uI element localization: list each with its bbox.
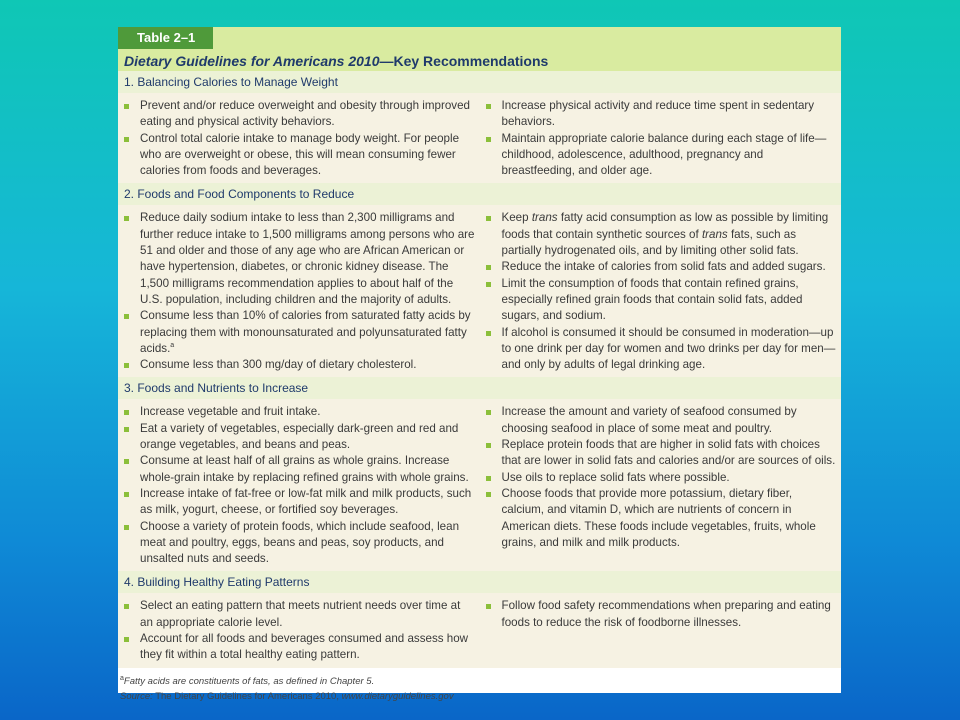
bullet-square-icon [124, 410, 129, 415]
section-body [118, 205, 841, 377]
footnote: $^a$Fatty acids are constituents of fats, as defined in Chapter 5. [120, 674, 375, 687]
section-balancing-calories [118, 71, 841, 183]
section-healthy-eating-patterns [118, 571, 841, 667]
section-heading: 3. Foods and Nutrients to Increase [118, 377, 841, 399]
list-item: Reduce the intake of calories from solid fats and added sugars. [486, 259, 838, 275]
list-item: Replace protein foods that are higher in solid fats with choices that are lower in solid fats and calories and/or are sources of oils. [486, 437, 838, 470]
list-item: Reduce daily sodium intake to less than 2,300 milligrams and further reduce intake to 1,500 milligrams among persons who are 51 and older and those of any age who are African American or have hypertension, diabetes, or chronic kidney disease. The 1,500 milligrams recommendation applies to about half of the U.S. population, including children and the majority of adults. [124, 210, 476, 308]
list-item: Consume at least half of all grains as whole grains. Increase whole-grain intake by replacing refined grains with whole grains. [124, 453, 476, 486]
right-column [480, 404, 842, 567]
right-column [480, 598, 842, 663]
bullet-square-icon [486, 410, 491, 415]
bullet-square-icon [486, 137, 491, 142]
list-item: Increase intake of fat-free or low-fat milk and milk products, such as milk, yogurt, cheese, or fortified soy beverages. [124, 486, 476, 519]
list-item: Follow food safety recommendations when preparing and eating foods to reduce the risk of foodborne illnesses. [486, 598, 838, 631]
bullet-square-icon [124, 137, 129, 142]
left-column [118, 404, 480, 567]
source-url: www.dietaryguidelines.gov [341, 690, 454, 702]
bullet-square-icon [124, 459, 129, 464]
section-body [118, 399, 841, 571]
bullet-square-icon [124, 604, 129, 609]
list-item: Consume less than 300 mg/day of dietary cholesterol. [124, 357, 476, 373]
bullet-square-icon [486, 104, 491, 109]
list-item: Maintain appropriate calorie balance during each stage of life—childhood, adolescence, adulthood, pregnancy and breastfeeding, and older age. [486, 131, 838, 180]
bullet-square-icon [124, 314, 129, 319]
bullet-square-icon [124, 427, 129, 432]
table-title-rest: —Key Recommendations [379, 53, 549, 69]
section-body [118, 93, 841, 183]
list-item: Keep trans fatty acid consumption as low as possible by limiting foods that contain synthetic sources of trans fats, such as partially hydrogenated oils, and by limiting other solid fats. [486, 210, 838, 259]
left-column [118, 98, 480, 179]
list-item: Increase the amount and variety of seafood consumed by choosing seafood in place of some meat and poultry. [486, 404, 838, 437]
bullet-square-icon [486, 443, 491, 448]
left-column [118, 210, 480, 373]
bullet-square-icon [486, 216, 491, 221]
list-item: If alcohol is consumed it should be consumed in moderation—up to one drink per day for women and two drinks per day for men—and only by adults of legal drinking age. [486, 325, 838, 374]
table-slide [118, 27, 841, 702]
bullet-square-icon [486, 476, 491, 481]
right-column [480, 98, 842, 179]
bullet-square-icon [486, 282, 491, 287]
list-item: Use oils to replace solid fats where possible. [486, 470, 838, 486]
table-header [118, 27, 841, 71]
list-item: Increase physical activity and reduce time spent in sedentary behaviors. [486, 98, 838, 131]
bullet-square-icon [124, 637, 129, 642]
bullet-square-icon [486, 492, 491, 497]
section-heading: 2. Foods and Food Components to Reduce [118, 183, 841, 205]
bullet-square-icon [486, 265, 491, 270]
list-item: Limit the consumption of foods that contain refined grains, especially refined grain foods that contain solid fats, added sugars, and sodium. [486, 276, 838, 325]
bullet-square-icon [486, 604, 491, 609]
bullet-square-icon [124, 492, 129, 497]
section-body [118, 593, 841, 667]
list-item: Increase vegetable and fruit intake. [124, 404, 476, 420]
section-heading: 1. Balancing Calories to Manage Weight [118, 71, 841, 93]
table-title [124, 53, 548, 69]
table-title-italic: Dietary Guidelines for Americans 2010 [124, 53, 380, 69]
list-item: Account for all foods and beverages consumed and assess how they fit within a total healthy eating pattern. [124, 631, 476, 664]
section-heading: 4. Building Healthy Eating Patterns [118, 571, 841, 593]
list-item: Consume less than 10% of calories from saturated fatty acids by replacing them with monounsaturated and polyunsaturated fatty acids.$^a$ [124, 308, 476, 357]
source-line: Source: The Dietary Guidelines for Americans 2010, www.dietaryguidelines.gov [120, 690, 454, 702]
list-item: Eat a variety of vegetables, especially dark-green and red and orange vegetables, and beans and peas. [124, 421, 476, 454]
footnote-mark: a [170, 342, 175, 349]
bullet-square-icon [124, 525, 129, 530]
table-tag: Table 2–1 [118, 27, 213, 49]
table-footnotes [118, 668, 841, 704]
section-foods-to-increase [118, 377, 841, 571]
section-foods-to-reduce [118, 183, 841, 377]
list-item: Prevent and/or reduce overweight and obesity through improved eating and physical activity behaviors. [124, 98, 476, 131]
bullet-square-icon [486, 331, 491, 336]
bullet-square-icon [124, 363, 129, 368]
left-column [118, 598, 480, 663]
list-item: Select an eating pattern that meets nutrient needs over time at an appropriate calorie level. [124, 598, 476, 631]
bullet-square-icon [124, 104, 129, 109]
list-item: Choose a variety of protein foods, which include seafood, lean meat and poultry, eggs, beans and peas, soy products, and unsalted nuts and seeds. [124, 519, 476, 568]
bullet-square-icon [124, 216, 129, 221]
list-item: Control total calorie intake to manage body weight. For people who are overweight or obese, this will mean consuming fewer calories from foods and beverages. [124, 131, 476, 180]
list-item: Choose foods that provide more potassium, dietary fiber, calcium, and vitamin D, which are nutrients of concern in American diets. These foods include vegetables, fruits, whole grains, and milk and milk products. [486, 486, 838, 551]
right-column [480, 210, 842, 373]
